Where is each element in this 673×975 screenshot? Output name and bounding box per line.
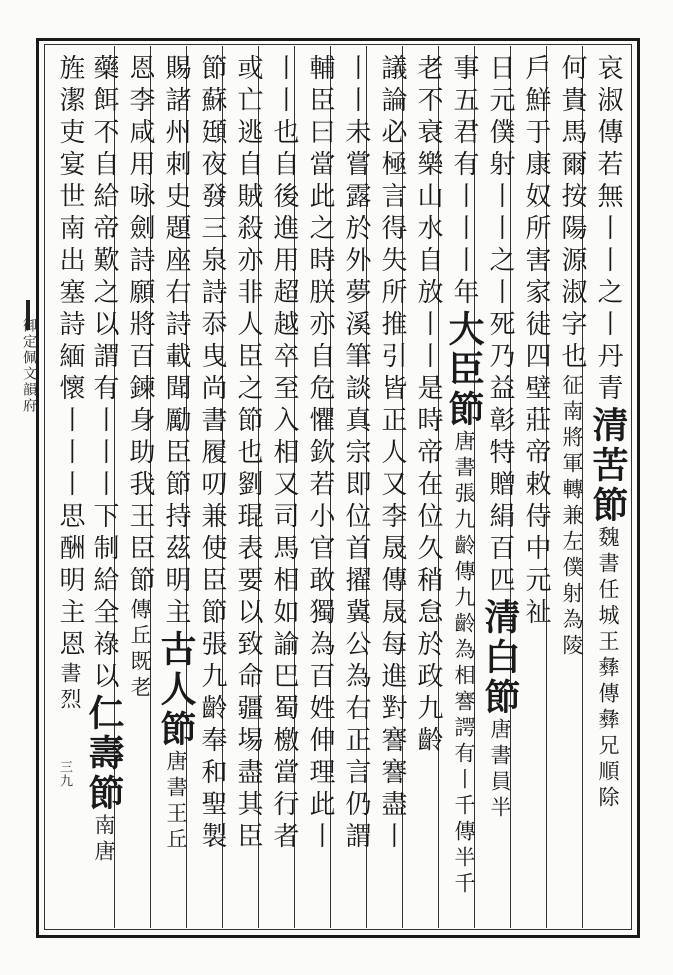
body-text: 議論必極言得失所推引皆正人又李晟傳晟每進對謇謇盡丨: [377, 54, 407, 854]
body-text: 哀淑傳若無丨丨之丨丹青: [593, 54, 623, 406]
leaf-number: 三九: [57, 760, 72, 788]
annotation-text: 南唐: [92, 814, 116, 866]
body-text: 恩李咸用咏劍詩願將百鍊身助我王臣節: [125, 54, 155, 598]
annotation-text: 唐書王丘: [164, 750, 188, 854]
body-text: 旌潔吏宴世南出塞詩緬懷丨丨丨思酬明主恩: [55, 54, 85, 662]
body-text: 丨丨也自後進用超越卒至入相又司馬相如諭巴蜀檄當行者: [269, 54, 299, 854]
entry-heading: 仁壽節: [83, 694, 125, 814]
body-text: 何貴馬爾按陽源淑字也: [557, 54, 587, 374]
entry-heading: 古人節: [155, 630, 197, 750]
body-text: 節蘇頲夜發三泉詩忝曳尚書履叨兼使臣節張九齡奉和聖製: [197, 54, 227, 854]
annotation-text: 書烈: [58, 662, 82, 714]
body-text: 老不衰樂山水自放: [413, 54, 443, 310]
body-text: 事五君有丨丨丨年: [449, 54, 479, 310]
annotation-text: 魏書任城王彝傳彝兄順除: [596, 526, 620, 812]
annotation-text: 征南將軍轉兼左僕射為陵: [560, 374, 584, 660]
annotation-text: 傳丘既老: [128, 598, 152, 702]
body-text: 丨丨未嘗露於外夢溪筆談真宗即位首擢冀公為右正言仍謂: [341, 54, 371, 854]
body-text: 輔臣曰當此之時朕亦自危懼欽若小官敢獨為百姓伸理此丨: [305, 54, 335, 854]
entry-heading: 大臣節: [443, 310, 485, 430]
body-text: 或亡逃自賊殺亦非人臣之節也劉琨表要以致命疆埸盡其臣: [233, 54, 263, 854]
entry-heading: 清苦節: [587, 406, 629, 526]
entry-heading: 清白節: [479, 598, 521, 718]
body-text: 丨丨是時帝在位久稍怠於政九齡: [413, 310, 443, 758]
margin-book-title: 御定佩文韻府: [21, 318, 37, 414]
body-text: 日元僕射丨丨之丨死乃益彰特贈絹百匹: [485, 54, 515, 598]
annotation-text: 唐書員半: [488, 718, 512, 822]
body-text: 賜諸州刺史題座右詩載聞勵臣節持茲明主: [161, 54, 191, 630]
annotation-text: 唐書張九齡傳九齡為相謇諤有丨: [452, 430, 476, 794]
body-text: 藥餌不自給帝歎之以謂有丨丨丨下制給全祿以: [89, 54, 119, 694]
text-column-16: [48, 54, 92, 924]
body-text: 戶鮮于康奴所害家徒四壁莊帝敕侍中元祉: [521, 54, 551, 630]
annotation-text: 千傳半千: [452, 794, 476, 898]
